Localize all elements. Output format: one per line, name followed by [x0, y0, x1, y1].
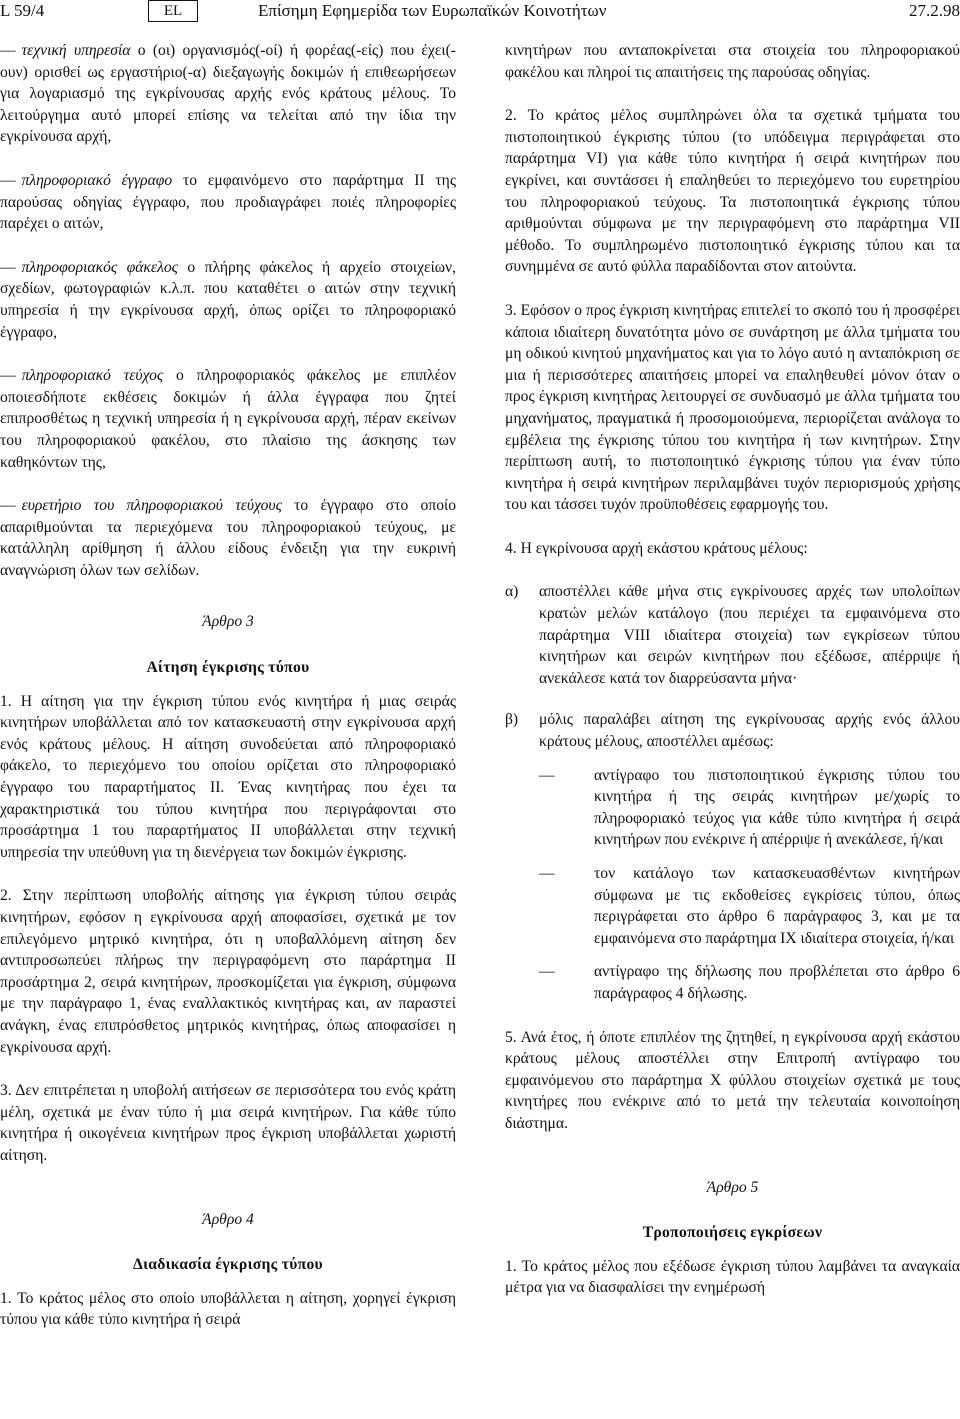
sub-item-certificate-copy — [539, 765, 960, 851]
article-3-paragraph-3: 3. Δεν επιτρέπεται η υποβολή αιτήσεων σε περισσότερα του ενός κράτη μέλη, σχετικά με έναν τύπο ή μια σειρά κινητήρων. Για κάθε τύπο κινητήρα ή οικογένεια κινητήρων προς έγκριση υποβάλλεται χωριστή αίτηση. — [0, 1082, 456, 1164]
article-4-paragraph-4-intro: 4. Η εγκρίνουσα αρχή εκάστου κράτους μέλους: — [505, 539, 808, 557]
article-4-paragraph-3: 3. Εφόσον ο προς έγκριση κινητήρας επιτελεί το σκοπό του ή προσφέρει κάποια ιδιαίτερη δυνατότητα μόνο σε συνάρτηση με άλλα τμήματα του μη οδικού κινητού μηχανήματος και για το λόγο αυτό η ανταπόκριση σε μια ή περισσότερες απαιτήσεις μπορεί να επαληθευθεί μόνον όταν ο προς έγκριση κινητήρας λειτουργεί σε συνδυασμό με άλλα τμήματα του μηχανήματος, πραγματικά ή προσομοιούμενα, περιορίζεται ανάλογα το εμβέλεια της έγκρισης τύπου του κινητήρα ή των κινητήρων. Στην περίπτωση αυτή, το πιστοποιητικό έγκρισης τύπου για έναν τύπο κινητήρα ή σειρά κινητήρων περιλαμβάνει τυχόν περιορισμούς χρήσης του και τάσσει τυχόν προϋποθέσεις εφαρμογής του. — [505, 301, 960, 514]
article-5-paragraph-1: 1. Το κράτος μέλος που εξέδωσε έγκριση τύπου λαμβάνει τα αναγκαία μέτρα για να διασφαλίσει την ενημέρωσή — [505, 1257, 960, 1297]
list-item-b — [505, 709, 960, 752]
definition-text: το έγγραφο στο οποίο απαριθμούνται τα περιεχόμενα του πληροφοριακού τεύχους, με κατάλληλη αρίθμηση ή άλλου είδους ένδειξη για την ευκρινή αναγνώριση όλων των σελίδων. — [0, 497, 456, 579]
right-column — [505, 40, 960, 1321]
dash: — — [539, 865, 555, 882]
dash: — — [0, 42, 16, 59]
dash: — — [0, 258, 16, 276]
article-3-heading — [0, 611, 456, 678]
language-badge: EL — [148, 0, 198, 22]
article-title: Διαδικασία έγκρισης τύπου — [133, 1256, 323, 1274]
article-4-paragraph-1-continued: κινητήρων που ανταποκρίνεται στα στοιχεία του πληροφοριακού φακέλου και πληροί τις απαιτήσεις της παρούσας οδηγίας. — [505, 42, 960, 81]
definition-term: πληροφοριακός φάκελος — [21, 258, 178, 276]
article-number: Άρθρο 3 — [202, 613, 254, 631]
list-marker: β) — [505, 711, 519, 729]
list-marker: α) — [505, 583, 519, 601]
article-title: Τροποποιήσεις εγκρίσεων — [642, 1224, 823, 1242]
article-5-heading — [505, 1177, 960, 1244]
definition-text: ο (οι) οργανισμός(-οί) ή φορέας(-είς) που έχει(-ουν) ορισθεί ως εργαστήριο(-α) διεξαγωγής δοκιμών ή επιθεωρήσεων για λογαριασμό της εγκρίνουσας αρχής ενός κράτους μέλους. Το λειτούργημα αυτό μπορεί επίσης να τελείται από την ίδια την εγκρίνουσα αρχή, — [0, 42, 456, 146]
journal-title: Επίσημη Εφημερίδα των Ευρωπαϊκών Κοινοτήτων — [258, 1, 607, 20]
definition-technical-service — [0, 40, 456, 148]
article-4-paragraph-2: 2. Το κράτος μέλος συμπληρώνει όλα τα σχετικά τμήματα του πιστοποιητικού έγκρισης τύπου (το υπόδειγμα περιγράφεται στο παράρτημα VI) για κάθε τύπο κινητήρα ή σειρά κινητήρων που εγκρίνει, και συντάσσει ή επαληθεύει το περιεχόμενο του ευρετηρίου του πληροφοριακού τεύχους. Τα πιστοποιητικά έγκρισης τύπου αριθμούνται σύμφωνα με την περιγραφόμενη στο παράρτημα VII μέθοδο. Το συμπληρωμένο πιστοποιητικό έγκρισης τύπου και τα συνημμένα σε αυτό φύλλα παραδίδονται στον αιτούντα. — [505, 107, 960, 276]
dash: — — [539, 963, 555, 981]
dash: — — [0, 171, 16, 189]
definition-term: τεχνική υπηρεσία — [21, 42, 131, 59]
sub-item-text: αντίγραφο του πιστοποιητικού έγκρισης τύπου του κινητήρα ή της σειράς κινητήρων με/χωρίς το πληροφοριακό τεύχος για κάθε τύπο κινητήρα ή σειρά κινητήρων που ενέκρινε ή απέρριψε ή ανεκάλεσε, ή/και — [594, 766, 960, 849]
sub-item-declaration-copy — [539, 961, 960, 1004]
definition-information-document — [0, 170, 456, 235]
definition-information-folder — [0, 257, 456, 343]
sub-item-engine-list — [539, 863, 960, 949]
definition-text: ο πληροφοριακός φάκελος με επιπλέον οποιεσδήποτε εκθέσεις δοκιμών ή άλλα έγγραφα που ζητεί επιπροσθέτως η τεχνική υπηρεσία ή η εγκρίνουσα αρχή, πέραν εκείνων του πληροφοριακού φακέλου, στο πλαίσιο της άσκησης των καθηκόντων της, — [0, 367, 456, 471]
article-4-paragraph-5: 5. Ανά έτος, ή όποτε επιπλέον της ζητηθεί, η εγκρίνουσα αρχή εκάστου κράτους μέλους αποστέλλει στην Επιτροπή αντίγραφο του εμφαινόμενου στο παράρτημα X φύλλου στοιχείων σχετικά με τους κινητήρες που ενέκρινε από το μετά την τελευταία κοινοποίηση διάστημα. — [505, 1028, 960, 1132]
page-header — [0, 0, 960, 24]
publication-date: 27.2.98 — [909, 1, 960, 20]
definition-term: ευρετήριο του πληροφοριακού τεύχους — [21, 497, 282, 515]
page-number: L 59/4 — [0, 1, 45, 20]
dash: — — [0, 497, 16, 515]
article-4-paragraph-1: 1. Το κράτος μέλος στο οποίο υποβάλλεται η αίτηση, χορηγεί έγκριση τύπου για κάθε τύπο κινητήρα ή σειρά — [0, 1289, 456, 1329]
article-4-heading — [0, 1209, 456, 1276]
definition-package-index — [0, 495, 456, 581]
list-item-a — [505, 581, 960, 689]
definition-information-package — [0, 365, 456, 473]
article-number: Άρθρο 4 — [202, 1210, 254, 1228]
article-number: Άρθρο 5 — [706, 1178, 759, 1196]
left-column — [0, 40, 456, 1353]
sub-item-text: τον κατάλογο των κατασκευασθέντων κινητήρων σύμφωνα με τις εκδοθείσες εγκρίσεις τύπου, όπως περιγράφεται στο άρθρο 6 παράγραφος 3, και με τα εμφαινόμενα στο παράρτημα IX ιδιαίτερα στοιχεία, ή/και — [594, 865, 960, 947]
definition-text: το εμφαινόμενο στο παράρτημα II της παρούσας οδηγίας έγγραφο, που προδιαγράφει ποιές πληροφορίες παρέχει ο αιτών, — [0, 171, 457, 233]
article-3-paragraph-2: 2. Στην περίπτωση υποβολής αίτησης για έγκριση τύπου σειράς κινητήρων, εφόσον η εγκρίνουσα αρχή αποφασίσει, σχετικά με τον επιλεγόμενο μητρικό κινητήρα, ότι η υποβαλλόμενη αίτηση δεν αντιπροσωπεύει πλήρως την περιγραφόμενη στο παράρτημα II προσάρτημα 2, σειρά κινητήρων, προσκομίζεται για έγκριση, σύμφωνα με την παράγραφο 1, ένας εναλλακτικός κινητήρας και, αν παραστεί ανάγκη, ένας επιπρόσθετος μητρικός κινητήρας, όπως αποφασίσει η εγκρίνουσα αρχή. — [0, 887, 456, 1056]
sub-item-text: αντίγραφο της δήλωσης που προβλέπεται στο άρθρο 6 παράγραφος 4 δήλωσης. — [594, 963, 960, 1002]
definition-text: ο πλήρης φάκελος ή αρχείο στοιχείων, σχεδίων, φωτογραφιών κ.λ.π. που καταθέτει ο αιτών στην τεχνική υπηρεσία ή την εγκρίνουσα αρχή, όπως ορίζει το πληροφοριακό έγγραφο, — [0, 258, 456, 341]
dash: — — [539, 766, 555, 784]
article-3-paragraph-1: 1. Η αίτηση για την έγκριση τύπου ενός κινητήρα ή μιας σειράς κινητήρων υποβάλλεται από τον κατασκευαστή στην εγκρίνουσα αρχή ενός κράτους μέλους. Η αίτηση συνοδεύεται από πληροφοριακό φάκελο, το περιεχόμενο του οποίου ορίζεται στο πληροφοριακό έγγραφο του παραρτήματος II. Ένας κινητήρας που έχει τα χαρακτηριστικά του τύπου κινητήρα που περιγράφονται στο προσάρτημα 1 του παραρτήματος II υποβάλλεται στην τεχνική υπηρεσία την υπεύθυνη για τη διενέργεια των δοκιμών έγκρισης. — [0, 692, 456, 861]
definition-term: πληροφοριακό τεύχος — [21, 367, 164, 385]
article-title: Αίτηση έγκρισης τύπου — [146, 659, 310, 677]
list-item-text: αποστέλλει κάθε μήνα στις εγκρίνουσες αρχές των υπολοίπων κρατών μελών κατάλογο (που περιέχει τα εμφαινόμενα στο παράρτημα VIII ιδιαίτερα στοιχεία) των εγκρίσεων τύπου κινητήρων και σειρών κινητήρων που εξέδωσε, απέρριψε ή ανεκάλεσε κατά τον διαρρεύσαντα μήνα· — [539, 583, 960, 687]
definition-term: πληροφοριακό έγγραφο — [21, 171, 173, 189]
list-item-text: μόλις παραλάβει αίτηση της εγκρίνουσας αρχής ενός άλλου κράτους μέλους, αποστέλλει αμέσως: — [539, 711, 960, 751]
dash: — — [0, 367, 16, 385]
